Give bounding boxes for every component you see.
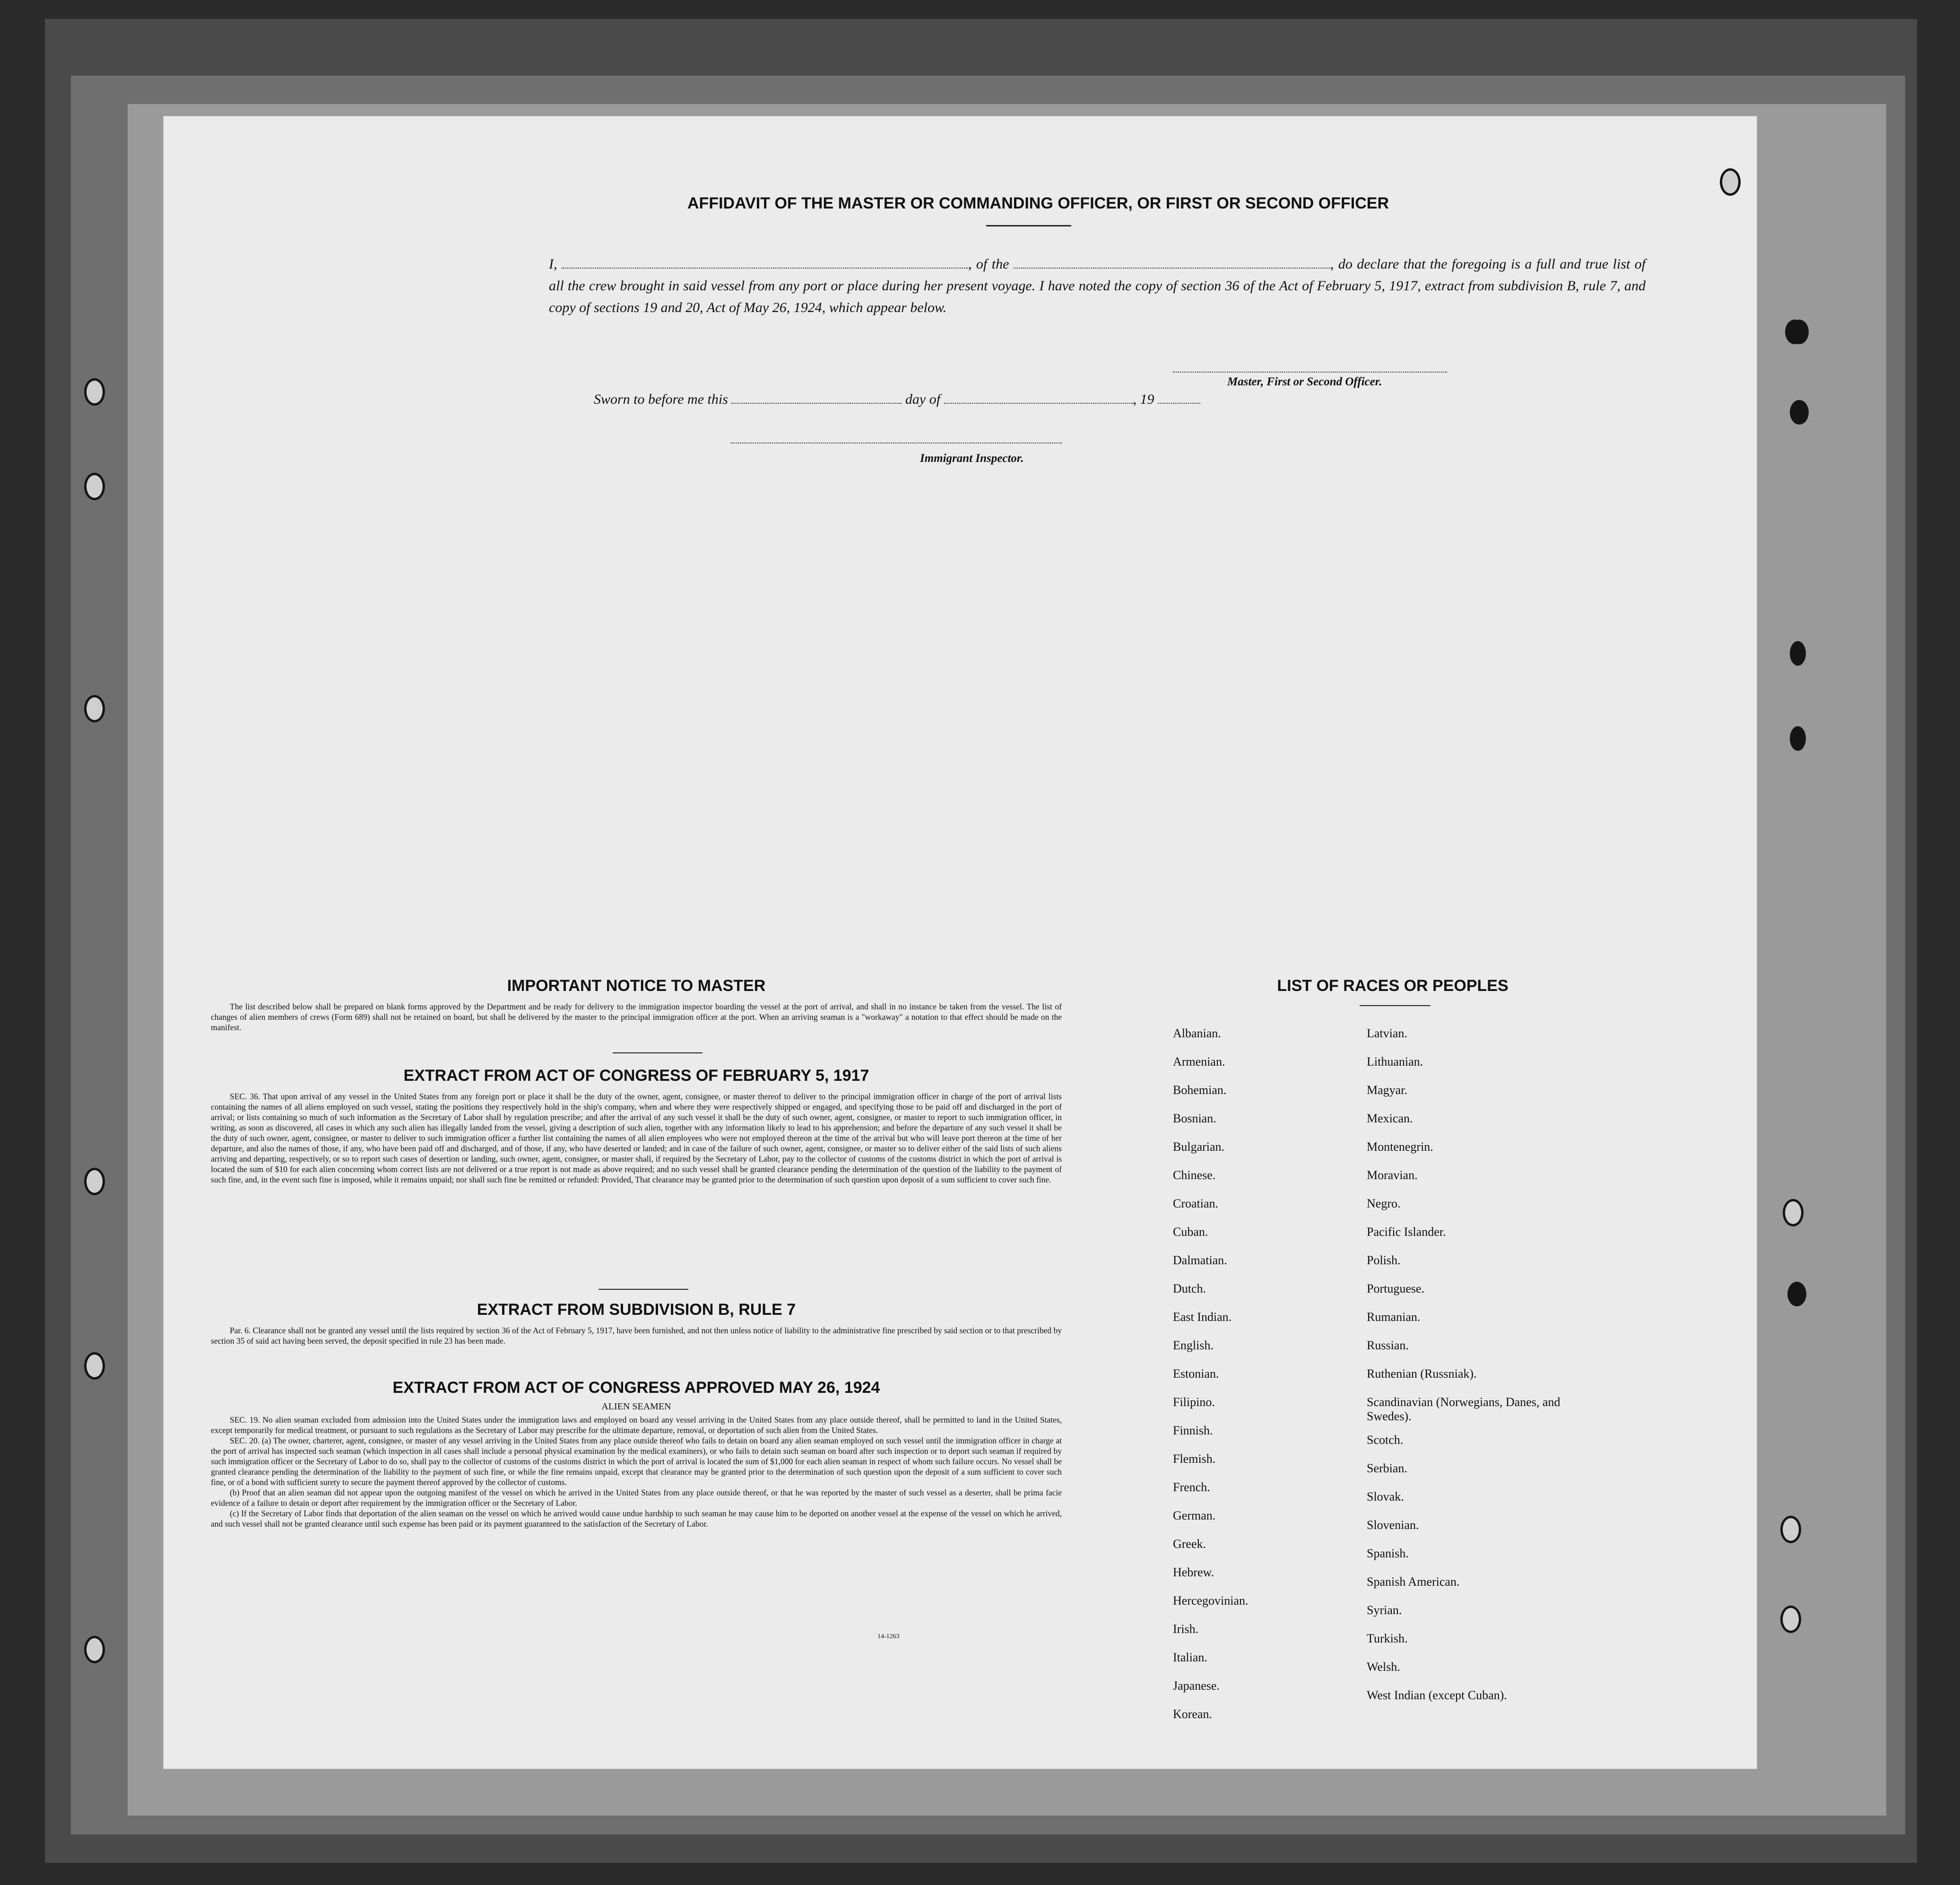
act-1924-subtitle: ALIEN SEAMEN xyxy=(601,1401,671,1412)
race-item: Irish. xyxy=(1173,1622,1199,1636)
act-1924-text xyxy=(211,1415,1062,1529)
race-item: Welsh. xyxy=(1367,1660,1400,1674)
subdivision-b-title: EXTRACT FROM SUBDIVISION B, RULE 7 xyxy=(477,1301,796,1319)
binder-hole-icon xyxy=(84,378,105,406)
race-item: Dalmatian. xyxy=(1173,1253,1227,1267)
document-page xyxy=(163,116,1757,1769)
binder-hole-icon xyxy=(84,1636,105,1663)
race-item: Pacific Islander. xyxy=(1367,1225,1446,1239)
sworn-line: Sworn to before me this day of , 19 xyxy=(594,391,1200,408)
race-item: Serbian. xyxy=(1367,1461,1407,1475)
notice-text: The list described below shall be prepared on blank forms approved by the Department and be ready for delivery to the immigration inspector boarding the vessel at the port of arrival, and shall in no instance be taken from the vessel. The list of changes of alien members of crews (Form 689) shall not be retained on board, but shall be delivered by the master to the principal immigration officer at the port. When an arriving seaman is a "workaway" a notation to that effect should be made on the manifest. xyxy=(211,1002,1062,1032)
notice-title: IMPORTANT NOTICE TO MASTER xyxy=(507,977,766,995)
act-1917-text: SEC. 36. That upon arrival of any vessel in the United States from any foreign port or place it shall be the duty of the owner, agent, consignee, or master thereof to deliver to the principal immigration officer in charge of the port of arrival lists containing the names of all aliens employed on such vessel, stating the positions they respectively hold in the ship's company, when and where they were respectively shipped or engaged, and specifying those to be paid off and discharged in the port of arrival; or lists containing so much of such information as the Secretary of Labor shall by regulation prescribe; and after the arrival of any such vessel it shall be the duty of such owner, agent, consignee, or master to report to such immigration officer, in writing, as soon as discovered, all cases in which any such alien has illegally landed from the vessel, giving a description of such alien, together with any information likely to lead to his apprehension; and before the departure of any such vessel it shall be the duty of such owner, agent, consignee, or master to deliver to such immigration officer a further list containing the names of all alien employees who were not employed thereon at the time of the arrival but who will leave port thereon at the time of her departure, and also the names of those, if any, who have been paid off and discharged, and of those, if any, who have deserted or landed; and in case of the failure of such owner, agent, consignee, or master so to deliver either of the said lists of such aliens arriving and departing, respectively, or so to report such cases of desertion or landing, such owner, agent, consignee, or master shall, if required by the Secretary of Labor, pay to the collector of customs of the customs district in which the port of arrival is located the sum of $10 for each alien concerning whom correct lists are not delivered or a true report is not made as above required; and no such vessel shall be granted clearance pending the determination of the question of the liability to the payment of such fine, and, in the event such fine is imposed, while it remains unpaid; nor shall such fine be remitted or refunded: Provided, That clearance may be granted prior to the determination of such question upon deposit of a sum sufficient to cover such fine. xyxy=(211,1092,1062,1184)
race-item: French. xyxy=(1173,1480,1210,1494)
section-20c-text: (c) If the Secretary of Labor finds that deportation of the alien seaman on the vessel on which he arrived would cause undue hardship to such seaman he may cause him to be deported on another vessel at the expense of the vessel on which he arrived, and such vessel shall not be granted clearance until such expense has been paid or its payment guaranteed to the satisfaction of the Secretary of Labor. xyxy=(211,1509,1062,1529)
race-item: Bohemian. xyxy=(1173,1083,1227,1097)
race-item: Filipino. xyxy=(1173,1395,1215,1409)
binder-hole-icon xyxy=(84,473,105,500)
punch-hole-icon xyxy=(1790,726,1806,751)
race-item: Armenian. xyxy=(1173,1055,1225,1068)
act-1924-title: EXTRACT FROM ACT OF CONGRESS APPROVED MAY 26, 1924 xyxy=(392,1379,880,1397)
title-rule xyxy=(986,225,1071,226)
race-item: Finnish. xyxy=(1173,1424,1213,1437)
race-item: Magyar. xyxy=(1367,1083,1407,1097)
race-item: English. xyxy=(1173,1338,1214,1352)
race-item: Albanian. xyxy=(1173,1026,1221,1040)
section-20a-text: SEC. 20. (a) The owner, charterer, agent, consignee, or master of any vessel arriving in the United States from any place outside thereof who fails to detain on board any alien seaman employed on such vessel until the immigration officer in charge at the port of arrival has inspected such seaman (which inspection in all cases shall include a personal physical examination by the medical examiners), or who fails to detain such seaman on board after such inspection or to deport such seaman if required by such immigration officer or the Secretary of Labor to do so, shall pay to the collector of customs of the customs district in which the port of arrival is located the sum of $1,000 for each alien seaman in respect of whom such failure occurs. No vessel shall be granted clearance pending the determination of the liability to the payment of such fine, or while the fine remains unpaid, except that clearance may be granted prior to the determination of such question upon the deposit of a sum sufficient to cover such fine, or of a bond with sufficient surety to secure the payment thereof approved by the collector of customs. xyxy=(211,1436,1062,1487)
race-item: Scandinavian (Norwegians, Danes, and Swedes). xyxy=(1367,1395,1561,1423)
race-item: Spanish American. xyxy=(1367,1575,1460,1589)
race-item: Greek. xyxy=(1173,1537,1206,1551)
race-item: Ruthenian (Russniak). xyxy=(1367,1367,1477,1381)
race-item: Portuguese. xyxy=(1367,1282,1425,1295)
section-19-text: SEC. 19. No alien seaman excluded from admission into the United States under the immigration laws and employed on board any vessel arriving in the United States from any place outside thereof, shall be permitted to land in the United States, except temporarily for medical treatment, or pursuant to such regulations as the Secretary of Labor may prescribe for the ultimate departure, removal, or deportation of such alien from the United States. xyxy=(211,1415,1062,1435)
binder-hole-icon xyxy=(1780,1606,1801,1633)
race-item: Slovak. xyxy=(1367,1490,1404,1503)
race-item: Mexican. xyxy=(1367,1112,1413,1125)
section-20b-text: (b) Proof that an alien seaman did not appear upon the outgoing manifest of the vessel on which he arrived in the United States from any place outside thereof, or that he was reported by the master of such vessel as a deserter, shall be prima facie evidence of a failure to detain or deport after requirement by the immigration officer or the Secretary of Labor. xyxy=(211,1488,1062,1508)
punch-hole-icon xyxy=(1790,641,1806,666)
race-item: Cuban. xyxy=(1173,1225,1208,1239)
race-item: Japanese. xyxy=(1173,1679,1220,1693)
race-item: Chinese. xyxy=(1173,1168,1216,1182)
race-item: Dutch. xyxy=(1173,1282,1206,1295)
race-item: Hebrew. xyxy=(1173,1565,1214,1579)
races-column-2 xyxy=(1367,1026,1565,1717)
binder-hole-icon xyxy=(84,1352,105,1380)
affidavit-title: AFFIDAVIT OF THE MASTER OR COMMANDING OFFICER, OR FIRST OR SECOND OFFICER xyxy=(687,194,1389,212)
race-item: Estonian. xyxy=(1173,1367,1219,1381)
binder-hole-icon xyxy=(1720,168,1741,196)
section-rule xyxy=(598,1289,688,1290)
race-item: Russian. xyxy=(1367,1338,1409,1352)
race-item: Lithuanian. xyxy=(1367,1055,1423,1068)
race-item: Slovenian. xyxy=(1367,1518,1419,1532)
act-1917-title: EXTRACT FROM ACT OF CONGRESS OF FEBRUARY 5, 1917 xyxy=(403,1067,869,1085)
races-column-1 xyxy=(1173,1026,1343,1736)
inspector-label: Immigrant Inspector. xyxy=(920,452,1024,465)
master-label: Master, First or Second Officer. xyxy=(1227,375,1382,388)
race-item: Polish. xyxy=(1367,1253,1401,1267)
race-item: Turkish. xyxy=(1367,1632,1408,1645)
binder-hole-icon xyxy=(84,1168,105,1195)
binder-hole-icon xyxy=(1783,1199,1804,1226)
race-item: Hercegovinian. xyxy=(1173,1594,1249,1607)
race-item: Montenegrin. xyxy=(1367,1140,1433,1154)
race-item: Latvian. xyxy=(1367,1026,1407,1040)
binder-hole-icon xyxy=(1780,1516,1801,1543)
race-item: Italian. xyxy=(1173,1650,1207,1664)
punch-hole-icon xyxy=(1790,400,1809,425)
race-item: German. xyxy=(1173,1509,1216,1522)
binder-hole-icon xyxy=(84,695,105,722)
race-item: Moravian. xyxy=(1367,1168,1418,1182)
races-title-rule xyxy=(1360,1005,1431,1006)
punch-hole-icon xyxy=(1787,1282,1806,1306)
affidavit-body: that the foregoing is a full and true list of all the crew brought in said vessel from any port or place during her present voyage. I have noted the copy of section 36 of the Act of February 5, 1917, extract from subdivision B, rule 7, and copy of sections 19 and 20, Act of May 26, 1924, which appear below. xyxy=(549,256,1646,315)
race-item: East Indian. xyxy=(1173,1310,1232,1324)
races-title: LIST OF RACES OR PEOPLES xyxy=(1277,977,1509,995)
affidavit-text: I, , of the , do declare that the foregoing is a full and true list of all the crew brought in said vessel from any port or place during her present voyage. I have noted the copy of section 36 of the Act of February 5, 1917, extract from subdivision B, rule 7, and copy of sections 19 and 20, Act of May 26, 1924, which appear below. xyxy=(549,256,1646,315)
race-item: Rumanian. xyxy=(1367,1310,1421,1324)
race-item: Syrian. xyxy=(1367,1603,1402,1617)
race-item: Negro. xyxy=(1367,1197,1401,1210)
form-number: 14-1263 xyxy=(877,1633,900,1640)
section-rule xyxy=(613,1052,702,1053)
race-item: Bosnian. xyxy=(1173,1112,1216,1125)
master-signature-line xyxy=(1173,372,1447,373)
subdivision-b-text: Par. 6. Clearance shall not be granted any vessel until the lists required by section 36 of the Act of February 5, 1917, have been furnished, and not then unless notice of liability to the administrative fine prescribed by said section or to that prescribed by section 35 of said act having been served, the deposit specified in rule 23 has been made. xyxy=(211,1326,1062,1346)
race-item: Scotch. xyxy=(1367,1433,1404,1447)
punch-hole-icon xyxy=(1790,320,1809,344)
race-item: Korean. xyxy=(1173,1707,1213,1721)
race-item: Flemish. xyxy=(1173,1452,1216,1466)
race-item: Bulgarian. xyxy=(1173,1140,1225,1154)
race-item: Spanish. xyxy=(1367,1546,1409,1560)
race-item: West Indian (except Cuban). xyxy=(1367,1688,1507,1702)
race-item: Croatian. xyxy=(1173,1197,1219,1210)
